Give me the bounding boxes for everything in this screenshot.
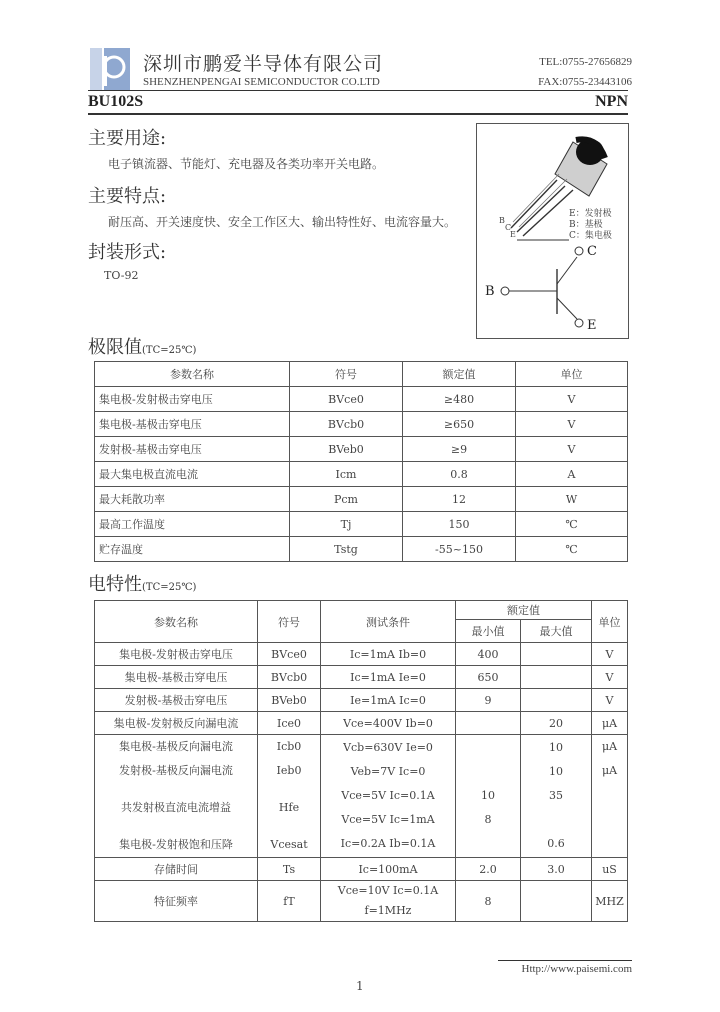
package-text: TO-92 <box>104 269 139 282</box>
limits-table <box>94 361 628 562</box>
table-row: 集电极-基极击穿电压 BVcb0 ≥650 V <box>95 412 628 437</box>
application-text: 电子镇流器、节能灯、充电器及各类功率开关电路。 <box>108 157 385 171</box>
package-title: 封装形式: <box>88 242 167 263</box>
table-row: 最高工作温度 Tj 150 ℃ <box>95 512 628 537</box>
table-row: 最大耗散功率 Pcm 12 W <box>95 487 628 512</box>
table-row: 集电极-基极击穿电压 BVcb0 Ic=1mA Ie=0 650 V <box>95 666 628 689</box>
table-row: 集电极-发射极反向漏电流 Ice0 Vce=400V Ib=0 20 μA <box>95 712 628 735</box>
pin-label-e-small: E <box>510 230 516 239</box>
electrical-table <box>94 600 628 922</box>
table-header-row: 最小值 最大值 <box>95 620 628 643</box>
pin-label-c-small: C <box>505 223 512 232</box>
to92-drawing <box>477 124 628 338</box>
table-row: 集电极-基极反向漏电流 发射极-基极反向漏电流 共发射极直流电流增益 集电极-发射极饱和压降 Icb0 Ieb0 Hfe Vcesat Vcb=630V Ie=0 Veb=7V Ic=0 Vce=5V Ic=0.1A Vce=5V Ic=1mA Ic=0.2A Ib=0.1A 10 8 10 10 35 0.6 μA μA <box>95 735 628 858</box>
pin-symbol-e: E <box>587 318 597 333</box>
table-row: 存储时间 Ts Ic=100mA 2.0 3.0 uS <box>95 858 628 881</box>
limits-title: 极限值(TC=25℃) <box>88 337 197 358</box>
footer-divider <box>498 960 632 961</box>
table-row: 贮存温度 Tstg -55~150 ℃ <box>95 537 628 562</box>
company-name-cn: 深圳市鹏爱半导体有限公司 <box>143 53 384 75</box>
table-row: 最大集电极直流电流 Icm 0.8 A <box>95 462 628 487</box>
table-row: 发射极-基极击穿电压 BVeb0 ≥9 V <box>95 437 628 462</box>
title-divider <box>88 113 628 115</box>
npn-symbol-icon <box>501 247 583 327</box>
legend-emitter: E：发射极 <box>569 209 612 219</box>
electrical-condition: (TC=25℃) <box>142 582 197 593</box>
legend-base: B：基极 <box>569 220 603 230</box>
page-number: 1 <box>356 979 364 993</box>
application-title: 主要用途: <box>88 128 167 149</box>
footer-url[interactable]: Http://www.paisemi.com <box>521 963 632 975</box>
pin-symbol-b: B <box>485 284 495 299</box>
legend-collector: C：集电极 <box>569 231 612 241</box>
limits-condition: (TC=25℃) <box>142 345 197 356</box>
company-name-en: SHENZHENPENGAI SEMICONDUCTOR CO.LTD <box>143 76 380 88</box>
table-row: 集电极-发射极击穿电压 BVce0 ≥480 V <box>95 387 628 412</box>
company-logo <box>90 48 130 90</box>
fax-number: FAX:0755-23443106 <box>538 76 632 88</box>
transistor-type: NPN <box>595 93 628 110</box>
table-row: 发射极-基极击穿电压 BVeb0 Ie=1mA Ic=0 9 V <box>95 689 628 712</box>
table-row: 集电极-发射极击穿电压 BVce0 Ic=1mA Ib=0 400 V <box>95 643 628 666</box>
table-header-row: 参数名称 符号 额定值 单位 <box>95 362 628 387</box>
table-row: 特征频率 fT Vce=10V Ic=0.1A f=1MHz 8 MHZ <box>95 881 628 922</box>
pin-label-b-small: B <box>499 216 505 225</box>
features-text: 耐压高、开关速度快、安全工作区大、输出特性好、电流容量大。 <box>108 215 457 229</box>
table-header-row: 参数名称 符号 测试条件 额定值 单位 <box>95 601 628 620</box>
package-figure <box>476 123 629 339</box>
features-title: 主要特点: <box>88 186 167 207</box>
phone-number: TEL:0755-27656829 <box>539 56 632 68</box>
header-divider <box>88 90 628 91</box>
pin-symbol-c: C <box>587 244 597 259</box>
electrical-title: 电特性(TC=25℃) <box>88 574 197 595</box>
model-number: BU102S <box>88 93 144 110</box>
